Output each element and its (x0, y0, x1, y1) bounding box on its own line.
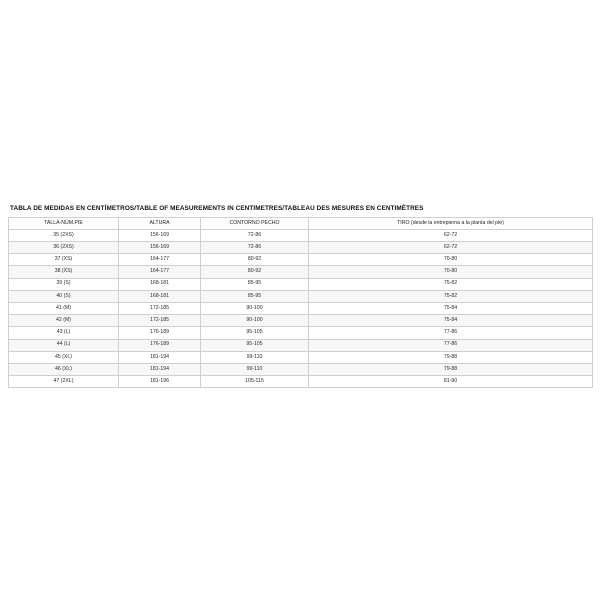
table-row (9, 351, 593, 363)
cell-size: 41 (M) (9, 303, 119, 315)
cell-inseam: 62-72 (309, 229, 593, 241)
table-row (9, 229, 593, 241)
cell-chest: 95-105 (201, 327, 309, 339)
cell-size: 37 (XS) (9, 254, 119, 266)
cell-chest: 85-95 (201, 278, 309, 290)
table-row (9, 315, 593, 327)
cell-size: 47 (2XL) (9, 376, 119, 388)
cell-size: 40 (S) (9, 290, 119, 302)
table-header (9, 217, 593, 229)
table-body (9, 229, 593, 387)
cell-inseam: 79-88 (309, 363, 593, 375)
cell-height: 181-194 (119, 351, 201, 363)
cell-height: 168-181 (119, 278, 201, 290)
cell-height: 168-181 (119, 290, 201, 302)
cell-inseam: 75-84 (309, 315, 593, 327)
table-row (9, 290, 593, 302)
cell-inseam: 75-82 (309, 290, 593, 302)
cell-inseam: 77-86 (309, 339, 593, 351)
cell-inseam: 70-80 (309, 266, 593, 278)
cell-height: 156-169 (119, 229, 201, 241)
table-row (9, 278, 593, 290)
cell-size: 43 (L) (9, 327, 119, 339)
cell-chest: 80-92 (201, 254, 309, 266)
table-row (9, 303, 593, 315)
table-header-row (9, 217, 593, 229)
cell-inseam: 81-90 (309, 376, 593, 388)
cell-size: 35 (2XS) (9, 229, 119, 241)
size-chart-document (8, 205, 592, 388)
cell-chest: 95-105 (201, 339, 309, 351)
cell-height: 181-194 (119, 363, 201, 375)
cell-chest: 85-95 (201, 290, 309, 302)
cell-height: 172-185 (119, 315, 201, 327)
cell-size: 38 (XS) (9, 266, 119, 278)
cell-chest: 72-86 (201, 242, 309, 254)
page-title: TABLA DE MEDIDAS EN CENTÍMETROS/TABLE OF MEASUREMENTS IN CENTIMETRES/TABLEAU DES MESURES EN CENTIMÈTRES (10, 205, 424, 212)
cell-chest: 105-115 (201, 376, 309, 388)
cell-inseam: 75-82 (309, 278, 593, 290)
cell-chest: 72-86 (201, 229, 309, 241)
cell-size: 42 (M) (9, 315, 119, 327)
table-row (9, 254, 593, 266)
cell-chest: 99-110 (201, 363, 309, 375)
cell-size: 46 (XL) (9, 363, 119, 375)
cell-inseam: 79-88 (309, 351, 593, 363)
cell-size: 39 (S) (9, 278, 119, 290)
column-header-height: ALTURA (119, 217, 201, 229)
table-row (9, 363, 593, 375)
cell-height: 164-177 (119, 266, 201, 278)
cell-height: 156-169 (119, 242, 201, 254)
cell-height: 164-177 (119, 254, 201, 266)
cell-inseam: 77-86 (309, 327, 593, 339)
cell-height: 176-189 (119, 339, 201, 351)
table-row (9, 327, 593, 339)
cell-size: 36 (2XS) (9, 242, 119, 254)
cell-height: 181-196 (119, 376, 201, 388)
cell-inseam: 75-84 (309, 303, 593, 315)
table-row (9, 242, 593, 254)
cell-chest: 90-100 (201, 315, 309, 327)
cell-chest: 90-100 (201, 303, 309, 315)
table-row (9, 376, 593, 388)
cell-chest: 80-92 (201, 266, 309, 278)
cell-inseam: 70-80 (309, 254, 593, 266)
column-header-size: TALLA-NÚM.PIE (9, 217, 119, 229)
size-measurements-table (8, 217, 593, 389)
cell-chest: 99-110 (201, 351, 309, 363)
cell-size: 44 (L) (9, 339, 119, 351)
column-header-inseam: TIRO (desde la entrepierna a la planta del pie) (309, 217, 593, 229)
table-row (9, 339, 593, 351)
column-header-chest: CONTORNO PECHO (201, 217, 309, 229)
cell-height: 176-189 (119, 327, 201, 339)
cell-inseam: 62-72 (309, 242, 593, 254)
table-row (9, 266, 593, 278)
cell-size: 45 (XL) (9, 351, 119, 363)
cell-height: 172-185 (119, 303, 201, 315)
